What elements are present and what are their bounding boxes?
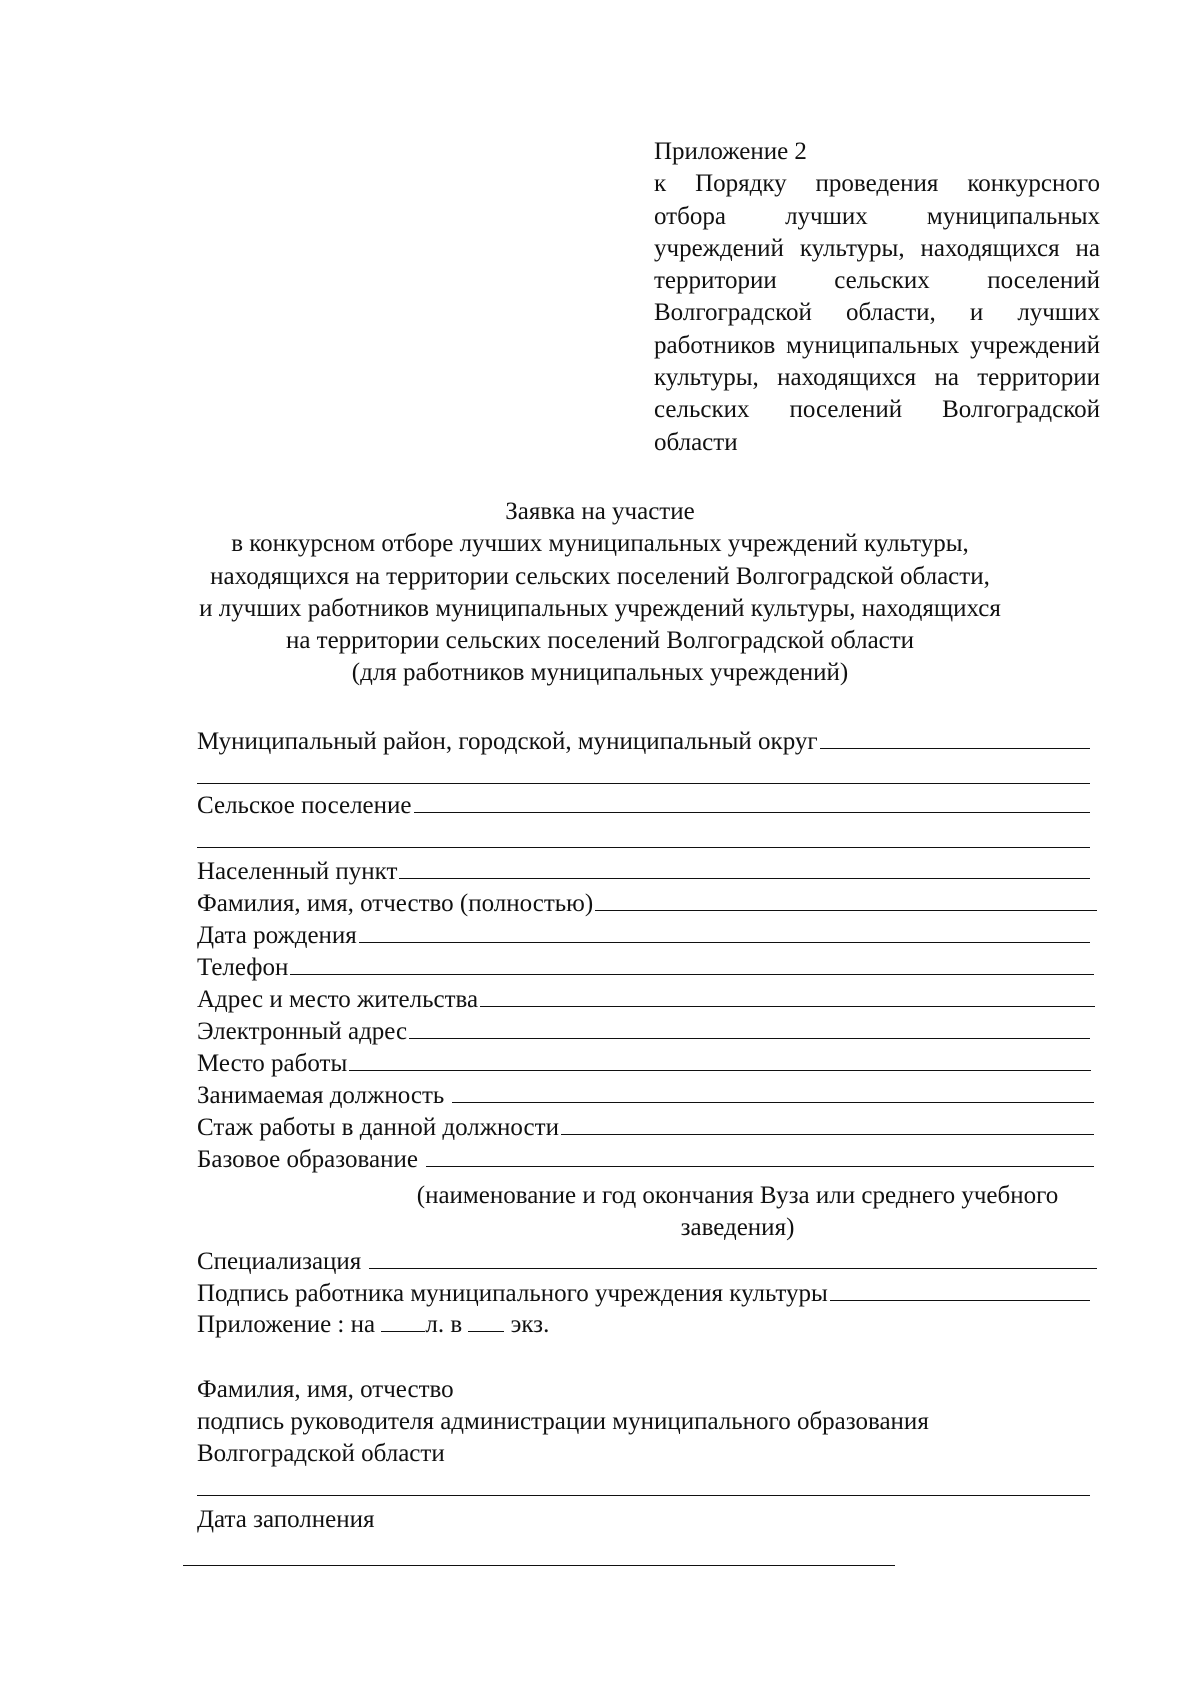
field-label: Электронный адрес xyxy=(197,1018,408,1045)
field-education xyxy=(197,1144,1094,1176)
field-label: Базовое образование xyxy=(197,1146,418,1173)
fill-line[interactable] xyxy=(595,888,1097,911)
field-locality xyxy=(197,856,1090,888)
fill-line[interactable] xyxy=(820,726,1090,749)
fill-line[interactable] xyxy=(359,920,1090,943)
appendix-title: Приложение 2 xyxy=(654,138,807,165)
field-label: Специализация xyxy=(197,1248,362,1275)
fill-line[interactable] xyxy=(426,1144,1094,1167)
fill-line[interactable] xyxy=(290,952,1094,975)
field-position xyxy=(197,1080,1094,1112)
application-title xyxy=(150,496,1050,690)
field-label: Фамилия, имя, отчество (полностью) xyxy=(197,890,594,917)
field-label: Адрес и место жительства xyxy=(197,986,479,1013)
fill-date-line[interactable] xyxy=(183,1565,895,1566)
field-label: Место работы xyxy=(197,1050,348,1077)
field-label: Муниципальный район, городской, муниципальный округ xyxy=(197,728,818,755)
fill-line[interactable] xyxy=(409,1016,1090,1039)
title-line: и лучших работников муниципальных учреждений культуры, находящихся xyxy=(199,594,1001,622)
field-label: Сельское поселение xyxy=(197,792,412,819)
fill-date-label: Дата заполнения xyxy=(197,1506,375,1533)
head-region-label: Волгоградской области xyxy=(197,1440,445,1467)
fill-line-continuation[interactable] xyxy=(197,847,1090,848)
field-address xyxy=(197,984,1095,1016)
title-line: в конкурсном отборе лучших муниципальных учреждений культуры, xyxy=(231,530,969,558)
field-email xyxy=(197,1016,1090,1048)
head-signature-line[interactable] xyxy=(197,1495,1090,1496)
attachment-copies-blank[interactable] xyxy=(468,1311,504,1332)
attachment-prefix: Приложение : на xyxy=(197,1311,376,1338)
fill-line[interactable] xyxy=(561,1112,1094,1135)
fill-line[interactable] xyxy=(452,1080,1094,1103)
fill-line[interactable] xyxy=(399,856,1090,879)
fill-line[interactable] xyxy=(830,1278,1090,1301)
field-birth-date xyxy=(197,920,1090,952)
appendix-header xyxy=(654,136,1100,459)
attachment-line xyxy=(197,1309,549,1341)
fill-line[interactable] xyxy=(480,984,1095,1007)
education-note-line: (наименование и год окончания Вуза или среднего учебного xyxy=(416,1182,1059,1209)
education-note-line: заведения) xyxy=(680,1214,795,1241)
field-label: Дата рождения xyxy=(197,922,357,949)
attachment-pages-blank[interactable] xyxy=(381,1311,425,1332)
field-label: Занимаемая должность xyxy=(197,1082,445,1109)
field-label: Телефон xyxy=(197,954,289,981)
fill-line[interactable] xyxy=(369,1246,1097,1269)
field-label: Подпись работника муниципального учреждения культуры xyxy=(197,1280,828,1307)
field-full-name xyxy=(197,888,1097,920)
field-experience xyxy=(197,1112,1094,1144)
title-line: на территории сельских поселений Волгоградской области xyxy=(285,627,915,655)
field-settlement xyxy=(197,790,1090,822)
field-district xyxy=(197,726,1090,758)
appendix-body: к Порядку проведения конкурсного отбора лучших муниципальных учреждений культуры, находящихся на территории сельских поселений Волгоградской области, и лучших работников муниципальных учреждений культуры, находящихся на территории сельских поселений Волгоградской области xyxy=(654,170,1100,456)
attachment-suffix: экз. xyxy=(510,1311,550,1338)
head-name-label: Фамилия, имя, отчество xyxy=(197,1376,454,1403)
field-label: Населенный пункт xyxy=(197,858,398,885)
title-line: находящихся на территории сельских поселений Волгоградской области, xyxy=(210,562,990,590)
fill-line[interactable] xyxy=(349,1048,1091,1071)
attachment-middle: л. в xyxy=(425,1311,463,1338)
fill-line-continuation[interactable] xyxy=(197,783,1090,784)
fill-line[interactable] xyxy=(414,790,1090,813)
field-phone xyxy=(197,952,1094,984)
field-specialization xyxy=(197,1246,1097,1278)
field-label: Стаж работы в данной должности xyxy=(197,1114,559,1141)
title-line: Заявка на участие xyxy=(505,498,695,525)
title-line: (для работников муниципальных учреждений) xyxy=(351,659,849,687)
education-note xyxy=(370,1180,1105,1244)
field-signature xyxy=(197,1278,1090,1310)
field-workplace xyxy=(197,1048,1091,1080)
head-signature-label: подпись руководителя администрации муниципального образования xyxy=(197,1408,929,1435)
